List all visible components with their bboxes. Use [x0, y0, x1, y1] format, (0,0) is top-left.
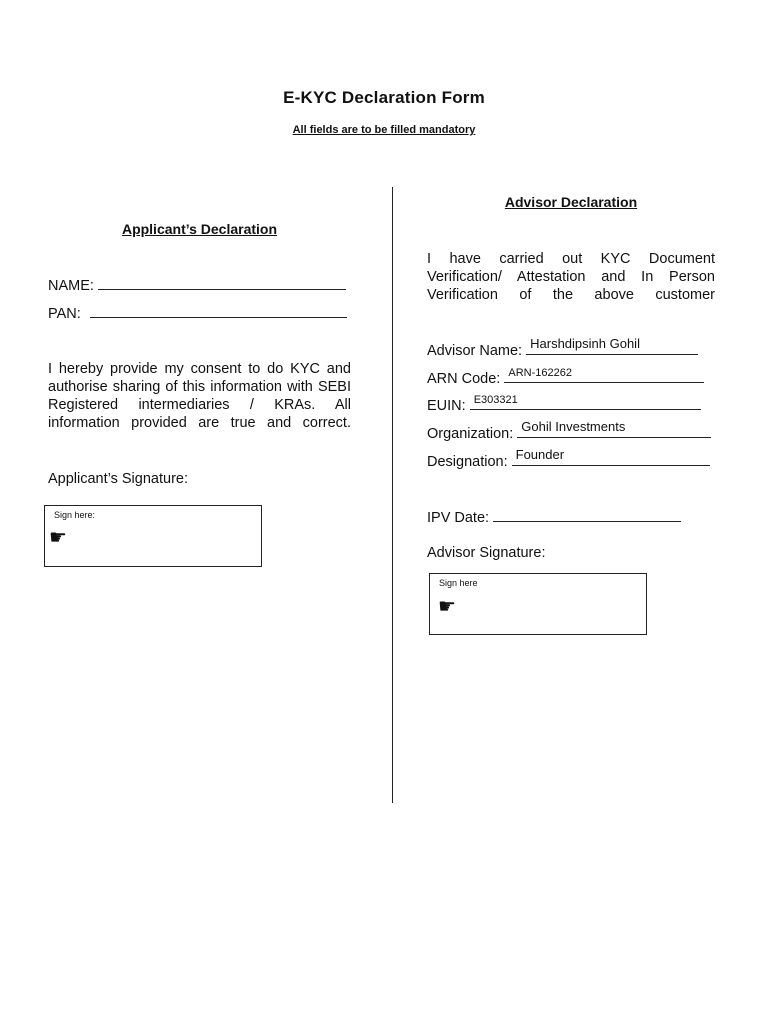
name-field[interactable]: [98, 277, 346, 290]
euin-value: E303321: [473, 394, 518, 406]
applicant-signature-box[interactable]: [44, 505, 262, 567]
designation-label: Designation:: [427, 454, 508, 470]
designation-field[interactable]: [512, 447, 710, 466]
sign-here-text: Sign here: [439, 578, 478, 588]
column-divider: [392, 187, 393, 803]
form-subtitle: All fields are to be filled mandatory: [292, 124, 476, 136]
advisor-signature-label: Advisor Signature:: [427, 545, 546, 561]
sign-here-text: Sign here:: [54, 510, 96, 520]
euin-label: EUIN:: [427, 398, 466, 414]
pointing-hand-icon: ☛: [49, 527, 67, 549]
ipv-date-field[interactable]: [493, 509, 681, 522]
designation-row: [427, 447, 710, 470]
applicant-heading: Applicant’s Declaration: [121, 221, 278, 237]
arn-field[interactable]: [504, 367, 704, 383]
advisor-name-field[interactable]: [526, 336, 698, 355]
organization-value: Gohil Investments: [521, 419, 626, 434]
advisor-signature-box[interactable]: [429, 573, 647, 635]
advisor-statement: I have carried out KYC Document Verification/ Attestation and In Person Verification of the above customer: [427, 251, 715, 303]
name-row: [48, 277, 346, 294]
pan-field[interactable]: [90, 305, 347, 318]
designation-value: Founder: [515, 447, 565, 462]
ipv-date-label: IPV Date:: [427, 510, 490, 526]
organization-field[interactable]: [517, 419, 711, 438]
euin-row: [427, 394, 701, 414]
arn-label: ARN Code:: [427, 371, 501, 387]
ipv-date-row: [427, 509, 681, 526]
consent-paragraph: I hereby provide my consent to do KYC and authorise sharing of this information with SEBI Registered intermediaries / KRAs. All information provided are true and correct.: [48, 361, 351, 431]
euin-field[interactable]: [470, 394, 701, 410]
organization-label: Organization:: [427, 426, 514, 442]
advisor-name-value: Harshdipsinh Gohil: [530, 336, 640, 351]
advisor-heading: Advisor Declaration: [504, 194, 638, 210]
pointing-hand-icon: ☛: [438, 596, 456, 618]
arn-row: [427, 367, 704, 387]
name-label: NAME:: [48, 278, 94, 294]
applicant-signature-label: Applicant’s Signature:: [48, 471, 188, 487]
pan-row: [48, 305, 347, 322]
advisor-name-label: Advisor Name:: [427, 343, 523, 359]
pan-label: PAN:: [48, 306, 81, 322]
advisor-name-row: [427, 336, 698, 359]
organization-row: [427, 419, 711, 442]
arn-value: ARN-162262: [508, 367, 572, 379]
form-title: E-KYC Declaration Form: [283, 88, 485, 107]
